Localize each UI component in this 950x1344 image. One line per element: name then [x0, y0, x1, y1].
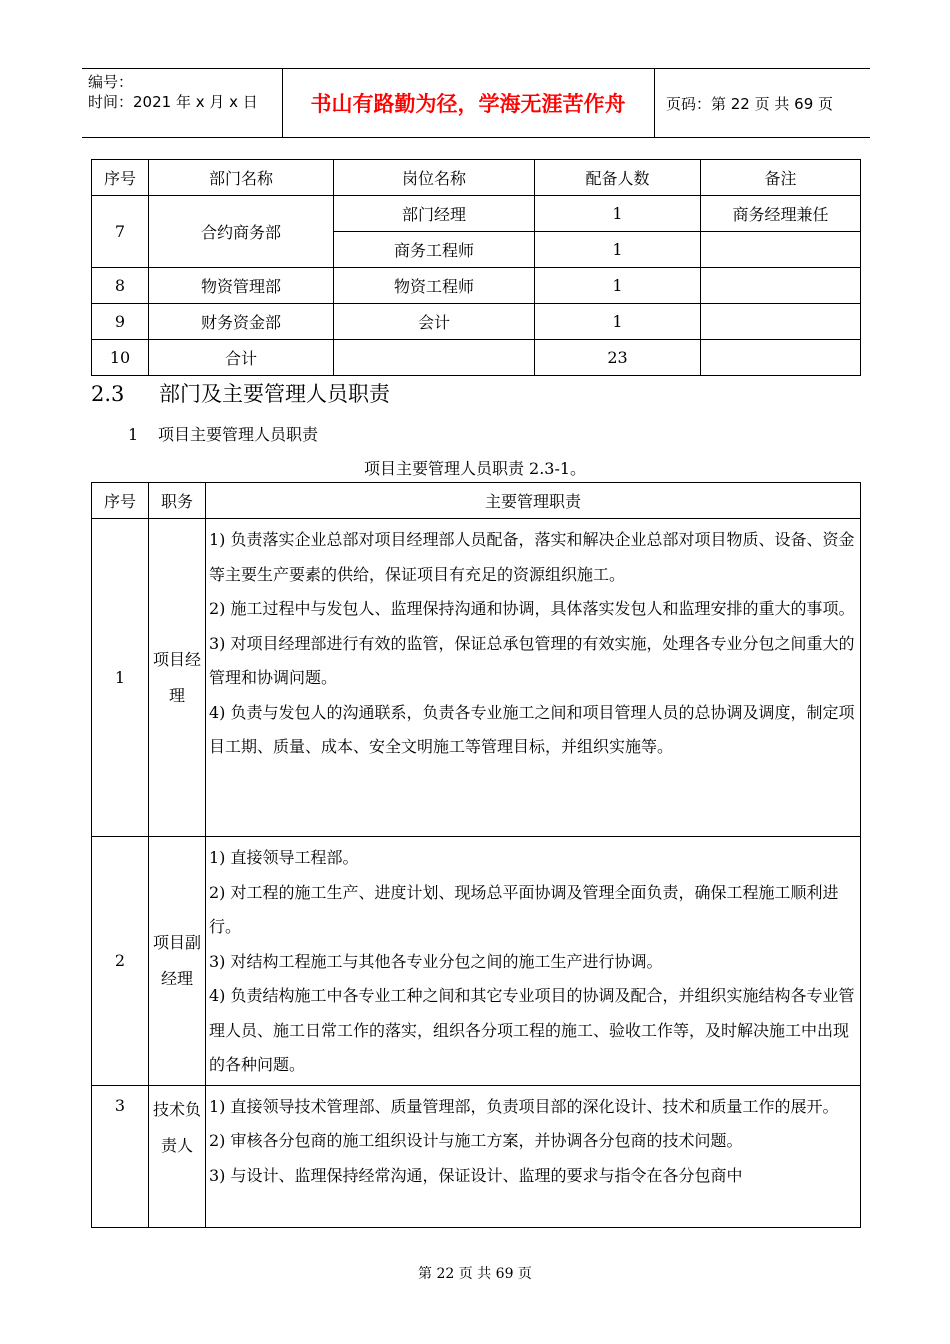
header-cell: 配备人数 — [535, 160, 701, 196]
note — [701, 232, 861, 268]
duty-item: 2) 对工程的施工生产、进度计划、现场总平面协调及管理全面负责，确保工程施工顺利进行。 — [209, 882, 839, 936]
duty-item: 3) 对项目经理部进行有效的监管，保证总承包管理的有效实施，处理各专业分包之间重大的管理和协调问题。 — [209, 633, 855, 687]
staff-table — [91, 159, 861, 376]
page-footer: 第 22 页 共 69 页 — [418, 1266, 532, 1282]
duty-item: 3) 对结构工程施工与其他各专业分包之间的施工生产进行协调。 — [209, 951, 663, 971]
duty-item: 1) 直接领导工程部。 — [209, 848, 359, 867]
section-title: 部门及主要管理人员职责 — [159, 382, 390, 406]
header-cell: 序号 — [92, 483, 149, 519]
table-row — [92, 304, 861, 340]
staff-count: 1 — [535, 232, 701, 268]
header-motto: 书山有路勤为径，学海无涯苦作舟 — [310, 92, 626, 116]
duty-item: 1) 负责落实企业总部对项目经理部人员配备，落实和解决企业总部对项目物质、设备、资金等主要生产要素的供给，保证项目有充足的资源组织施工。 — [209, 530, 855, 584]
row-number: 8 — [92, 268, 149, 304]
dept-name: 财务资金部 — [149, 304, 334, 340]
table-row — [92, 268, 861, 304]
table-row — [92, 1085, 861, 1227]
post-name: 部门经理 — [334, 196, 535, 232]
table-row — [92, 196, 861, 232]
note — [701, 304, 861, 340]
duty-item: 4) 负责结构施工中各专业工种之间和其它专业项目的协调及配合，并组织实施结构各专业管理人员、施工日常工作的落实，组织各分项工程的施工、验收工作等，及时解决施工中出现的各种问题。 — [209, 986, 855, 1074]
dept-name: 合计 — [149, 340, 334, 376]
code-label: 编号： — [88, 73, 134, 91]
role-name: 项目副经理 — [149, 837, 206, 1086]
post-name: 会计 — [334, 304, 535, 340]
dept-name: 合约商务部 — [149, 196, 334, 268]
duty-item: 2) 审核各分包商的施工组织设计与施工方案，并协调各分包商的技术问题。 — [209, 1131, 743, 1150]
section-number: 2.3 — [91, 382, 125, 406]
header-meta — [82, 69, 282, 137]
staff-count: 1 — [535, 304, 701, 340]
subsection-title: 项目主要管理人员职责 — [158, 425, 319, 444]
table-row — [92, 837, 861, 1086]
duty-item: 2) 施工过程中与发包人、监理保持沟通和协调，具体落实发包人和监理安排的重大的事项。 — [209, 599, 855, 618]
post-name: 商务工程师 — [334, 232, 535, 268]
staff-count: 23 — [535, 340, 701, 376]
duty-list — [206, 1085, 861, 1227]
post-name: 物资工程师 — [334, 268, 535, 304]
table-header-row — [92, 160, 861, 196]
row-number: 9 — [92, 304, 149, 340]
note — [701, 268, 861, 304]
duty-item: 1) 直接领导技术管理部、质量管理部，负责项目部的深化设计、技术和质量工作的展开。 — [209, 1096, 839, 1116]
note: 商务经理兼任 — [701, 196, 861, 232]
duty-list — [206, 837, 861, 1086]
subsection-number: 1 — [128, 425, 139, 444]
post-name — [334, 340, 535, 376]
section-heading — [91, 378, 390, 408]
header-cell: 序号 — [92, 160, 149, 196]
row-number: 3 — [92, 1085, 149, 1227]
role-name: 技术负责人 — [149, 1085, 206, 1227]
row-number: 2 — [92, 837, 149, 1086]
time-label: 时间：2021 年 x 月 x 日 — [88, 93, 258, 111]
row-number: 10 — [92, 340, 149, 376]
row-number: 1 — [92, 519, 149, 837]
duty-item: 3) 与设计、监理保持经常沟通，保证设计、监理的要求与指令在各分包商中 — [209, 1165, 743, 1185]
table-header-row — [92, 483, 861, 519]
table-row — [92, 340, 861, 376]
staff-count: 1 — [535, 196, 701, 232]
header-cell: 备注 — [701, 160, 861, 196]
page-header — [82, 68, 870, 138]
table-row — [92, 519, 861, 837]
duty-table — [91, 482, 861, 1228]
staff-count: 1 — [535, 268, 701, 304]
note — [701, 340, 861, 376]
row-number: 7 — [92, 196, 149, 268]
dept-name: 物资管理部 — [149, 268, 334, 304]
role-name: 项目经理 — [149, 519, 206, 837]
subsection-heading — [128, 422, 318, 445]
header-cell: 职务 — [149, 483, 206, 519]
duty-list — [206, 519, 861, 837]
header-cell: 部门名称 — [149, 160, 334, 196]
header-cell: 岗位名称 — [334, 160, 535, 196]
header-page-label: 页码：第 22 页 共 69 页 — [666, 94, 834, 113]
duty-item: 4) 负责与发包人的沟通联系，负责各专业施工之间和项目管理人员的总协调及调度，制定项目工期、质量、成本、安全文明施工等管理目标，并组织实施等。 — [209, 702, 855, 756]
header-cell: 主要管理职责 — [206, 483, 861, 519]
table-caption: 项目主要管理人员职责 2.3-1。 — [363, 459, 587, 478]
